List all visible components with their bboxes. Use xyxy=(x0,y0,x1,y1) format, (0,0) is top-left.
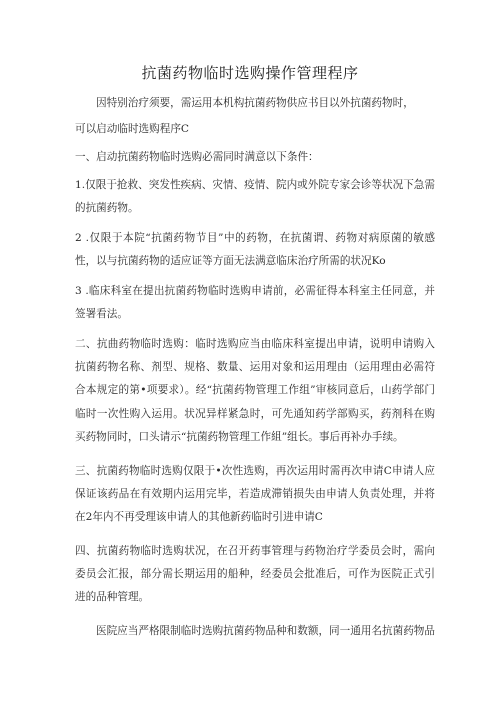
document-title: 抗菌药物临时选购操作管理程序 xyxy=(141,64,359,82)
paragraph-item-1: 1.仅限于抢救、突发性疾病、灾情、疫情、院内或外院专家会诊等状况下急需的抗菌药物。 xyxy=(75,179,435,215)
paragraph-intro-line2: 可以启动临时选购程序C xyxy=(75,123,190,135)
paragraph-item-3: 3 .临床科室在提出抗菌药物临时选购申请前，必需征得本科室主任同意，并签署看法。 xyxy=(75,285,435,321)
paragraph-section-four: 四、抗菌药物临时选购状况，在召开药事管理与药物治疗学委员会时，需向委员会汇报，部分需长期运用的船种，经委员会批准后，可作为医院正式引进的品种管理。 xyxy=(75,545,435,604)
paragraph-section-one: 一、启动抗菌药物临时选购必需同时满意以下条件： xyxy=(75,151,319,163)
paragraph-section-three: 三、抗菌药物临时选购仅限于•次性选购，再次运用时需再次申请C申请人应保证该药品在有效期内运用完毕，若造成滞销损失由申请人负责处理，并将在2年内不再受理该申请人的其他新药临时引进申请C xyxy=(75,465,435,524)
paragraph-closing: 医院应当严格限制临时选购抗菌药物品种和数额，同一通用名抗菌药物品 xyxy=(96,625,435,637)
paragraph-section-two: 二、抗曲药物临时选购：临时选购应当由临床科室提出申请，说明申请购入抗菌药物名称、剂型、规格、数量、运用对象和运用理由（运用理由必需符合本规定的第•项要求）。经“抗菌药物管理工作组”审核同意后，山药学部门临时一次性购入运用。状况异样紧急时，可先通知药学部购买，药剂科在购买药物同时，口头请示“抗菌药物管理工作組”组长。事后再补办手续。 xyxy=(75,338,435,443)
paragraph-item-2: 2 .仅限于本院“抗菌药物节目”中的药物，在抗菌谓、药物对病原菌的敏感性，以与抗菌药物的适应证等方面无法满意临床治疗所需的状况Ko xyxy=(75,232,435,268)
paragraph-intro-line1: 因特别治疗须要，需运用本机构抗菌药物供应书目以外抗菌药物时， xyxy=(96,97,414,109)
